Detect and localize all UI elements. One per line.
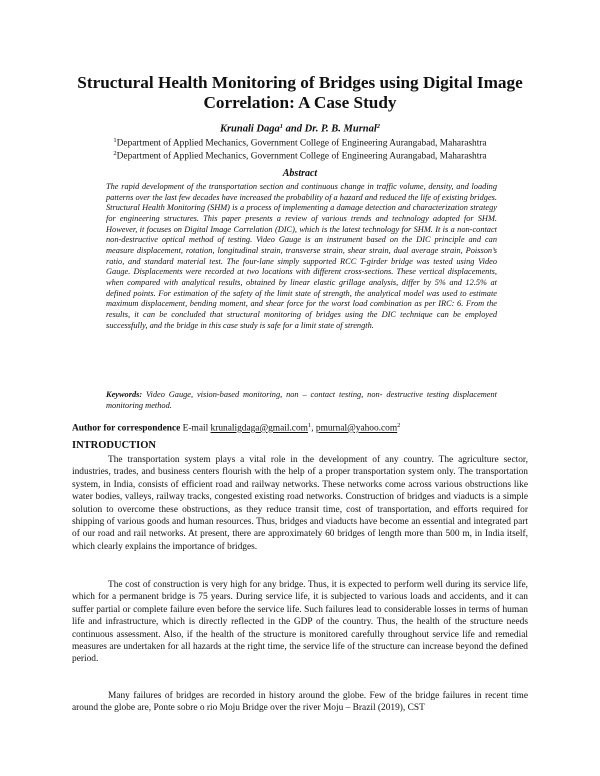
email-link[interactable]: pmurnal@yahoo.com <box>315 423 398 434</box>
email-superscript: 2 <box>397 422 401 429</box>
email-superscript: 1 <box>307 422 312 429</box>
keywords-text: Video Gauge, vision-based monitoring, non – contact testing, non- destructive testing displacement monitoring method. <box>106 390 497 410</box>
abstract-heading: Abstract <box>282 168 318 179</box>
affiliation-superscript: 1 <box>113 137 117 144</box>
affiliation-superscript: 2 <box>113 150 117 157</box>
author-conjunction: and <box>283 123 305 135</box>
correspondence-prefix: E-mail <box>180 423 211 434</box>
email-link[interactable]: krunaligdaga@gmail.com <box>210 423 308 434</box>
author-line <box>40 120 560 136</box>
affiliation-text: Department of Applied Mechanics, Government College of Engineering Aurangabad, Maharashtra <box>116 151 487 162</box>
author-name: Krunali Daga <box>219 123 280 135</box>
author-name: Dr. P. B. Murnal <box>304 123 377 135</box>
affiliation-text: Department of Applied Mechanics, Government College of Engineering Aurangabad, Maharashtra <box>116 138 487 149</box>
keywords-label: Keywords: <box>106 390 143 399</box>
body-paragraph: The transportation system plays a vital role in the development of any country. The agriculture sector, industries, trades, and business centers flourish with the help of a proper transportation system only. The transportation system, in India, consists of efficient road and railway networks. These networks come across various obstructions like water bodies, valleys, railway tracks, congested existing road networks. Construction of bridges and viaducts is a simple solution to overcome these obstructions, as they reduce transit time, cost of transportation, and efforts required for shipping of various goods and human resources. Thus, bridges and viaducts have become an essential and integrated part of our road and rail networks. At present, there are approximately 60 bridges of length more than 500 m, in India itself, which clearly explains the importance of bridges. <box>72 455 528 552</box>
correspondence-line <box>72 420 400 435</box>
paper-title: Structural Health Monitoring of Bridges using Digital Image Correlation: A Case Study <box>77 73 523 112</box>
correspondence-label: Author for correspondence <box>72 423 181 434</box>
body-paragraph: Many failures of bridges are recorded in history around the globe. Few of the bridge failures in recent time around the globe are, Ponte sobre o rio Moju Bridge over the river Moju – Brazil (2019), CST <box>72 691 528 714</box>
keywords <box>106 390 497 411</box>
author-superscript: 1 <box>279 123 284 130</box>
author-superscript: 2 <box>376 123 381 130</box>
affiliation <box>40 148 560 163</box>
email-separator: , <box>311 423 316 434</box>
section-heading: INTRODUCTION <box>72 440 157 451</box>
abstract-text: The rapid development of the transportation section and continuous change in traffic volume, density, and loading patterns over the last few decades have increased the probability of a hazard and reduced the life of existing bridges. Structural Health Monitoring (SHM) is a process of implementing a damage detection and characterization strategy for engineering structures. This paper presents a review of various trends and technology adopted for SHM. However, it focuses on Digital Image Correlation (DIC), which is the latest technology for SHM. It is a non-contact non-destructive optical method of testing. Video Gauge is an instrument based on the DIC principle and can measure displacement, rotation, longitudinal strain, transverse strain, shear strain, dual average strain, Poisson’s ratio, and standard material test. The four-lane simply supported RCC T-girder bridge was tested using Video Gauge. Displacements were recorded at two locations with different cross-sections. These vertical displacements, when compared with analytical results, obtained by linear elastic grillage analysis, differ by 5% and 12.5% at defined points. For estimation of the safety of the limit state of strength, the analytical model was used to estimate maximum displacement, bending moment, and shear force for the worst load combination as per IRC: 6. From the results, it can be concluded that structural monitoring of bridges using the DIC technique can be employed successfully, and the bridge in this case study is safe for a limit state of strength. <box>106 182 497 330</box>
body-paragraph: The cost of construction is very high for any bridge. Thus, it is expected to perform well during its service life, which for a permanent bridge is 75 years. During service life, it is subjected to various loads and accidents, and it can suffer partial or complete failure even before the service life. Such failures lead to considerable losses in terms of human life and infrastructure, which is directly reflected in the GDP of the country. Thus, the health of the structure needs continuous assessment. Also, if the health of the structure is monitored carefully throughout service life and remedial measures are undertaken for all hazards at the right time, the service life of the structure can increase beyond the defined period. <box>72 580 528 665</box>
